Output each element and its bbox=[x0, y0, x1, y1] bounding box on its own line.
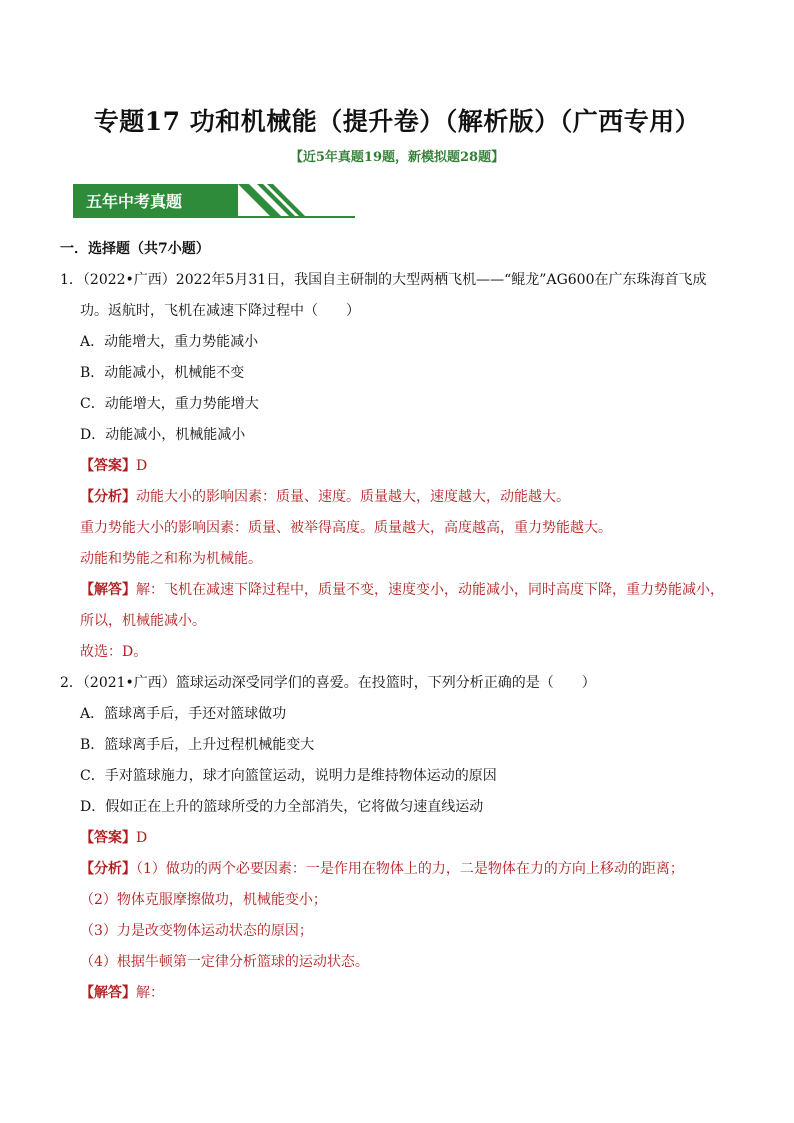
section-heading: 一．选择题（共7小题） bbox=[60, 241, 210, 257]
page-title: 专题17 功和机械能（提升卷）（解析版）（广西专用） bbox=[93, 107, 701, 136]
question-stem: 2．（2021•广西）篮球运动深受同学们的喜爱。在投篮时，下列分析正确的是（ ） bbox=[60, 675, 596, 691]
analysis-text: （2）物体克服摩擦做功，机械能变小； bbox=[80, 892, 327, 908]
answer-value: D bbox=[136, 458, 148, 474]
analysis-text: 动能大小的影响因素：质量、速度。质量越大，速度越大，动能越大。 bbox=[136, 489, 570, 505]
option-c: C．手对篮球施力，球才向篮筐运动，说明力是维持物体运动的原因 bbox=[80, 768, 497, 784]
solution-row bbox=[60, 978, 740, 1009]
solution-text: 解：飞机在减速下降过程中，质量不变，速度变小，动能减小，同时高度下降，重力势能减小， bbox=[136, 582, 724, 598]
answer-tag: 【答案】 bbox=[80, 830, 136, 846]
answer-row bbox=[60, 823, 740, 854]
analysis-text: （1）做功的两个必要因素：一是作用在物体上的力，二是物体在力的方向上移动的距离； bbox=[136, 861, 684, 877]
answer-row bbox=[60, 451, 740, 482]
analysis-tag: 【分析】 bbox=[80, 489, 136, 505]
answer-tag: 【答案】 bbox=[80, 458, 136, 474]
question-1 bbox=[60, 265, 740, 668]
question-stem: 1．（2022•广西）2022年5月31日，我国自主研制的大型两栖飞机——“鲲龙”AG600在广东珠海首飞成 bbox=[60, 272, 707, 288]
solution-tag: 【解答】 bbox=[80, 582, 136, 598]
analysis-row bbox=[60, 482, 740, 513]
question-stem: 功。返航时，飞机在减速下降过程中（ ） bbox=[80, 303, 360, 319]
analysis-row bbox=[60, 854, 740, 885]
analysis-text: 重力势能大小的影响因素：质量、被举得高度。质量越大，高度越高，重力势能越大。 bbox=[80, 520, 612, 536]
option-a: A．动能增大，重力势能减小 bbox=[80, 334, 259, 350]
solution-text: 故选：D。 bbox=[80, 644, 148, 660]
analysis-text: （3）力是改变物体运动状态的原因； bbox=[80, 923, 313, 939]
banner-underline bbox=[73, 216, 355, 218]
solution-row bbox=[60, 575, 740, 606]
question-2 bbox=[60, 668, 740, 1009]
banner-label: 五年中考真题 bbox=[86, 192, 183, 211]
option-a: A．篮球离手后，手还对篮球做功 bbox=[80, 706, 287, 722]
option-b: B．篮球离手后，上升过程机械能变大 bbox=[80, 737, 315, 753]
solution-text: 所以，机械能减小。 bbox=[80, 613, 206, 629]
option-d: D．动能减小，机械能减小 bbox=[80, 427, 246, 443]
content bbox=[60, 234, 740, 1009]
solution-text: 解： bbox=[136, 985, 164, 1001]
analysis-text: 动能和势能之和称为机械能。 bbox=[80, 551, 262, 567]
option-d: D．假如正在上升的篮球所受的力全部消失，它将做匀速直线运动 bbox=[80, 799, 484, 815]
analysis-tag: 【分析】 bbox=[80, 861, 136, 877]
analysis-text: （4）根据牛顿第一定律分析篮球的运动状态。 bbox=[80, 954, 369, 970]
page-subtitle: 【近5年真题19题，新模拟题28题】 bbox=[289, 150, 505, 165]
option-b: B．动能减小，机械能不变 bbox=[80, 365, 245, 381]
solution-tag: 【解答】 bbox=[80, 985, 136, 1001]
option-c: C．动能增大，重力势能增大 bbox=[80, 396, 259, 412]
section-banner bbox=[73, 184, 355, 218]
answer-value: D bbox=[136, 830, 148, 846]
